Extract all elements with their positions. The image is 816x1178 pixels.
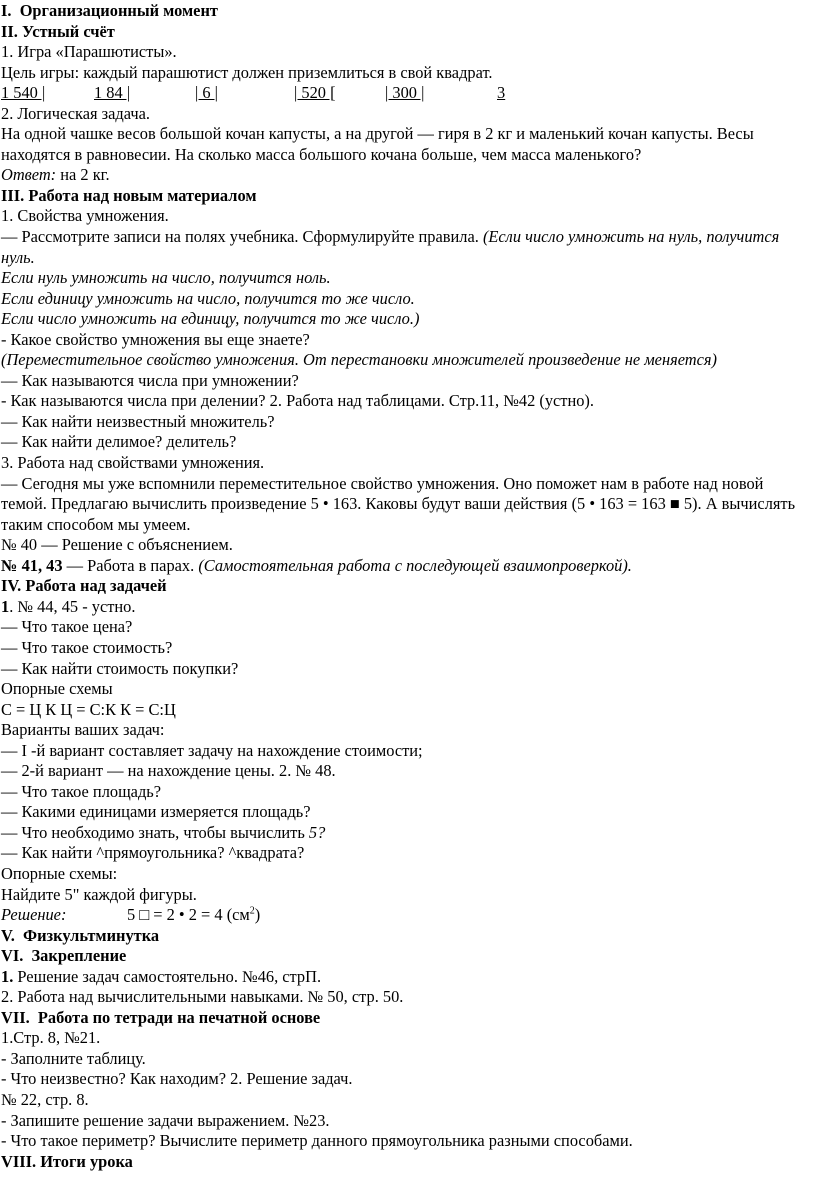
consolidation-1: [1, 967, 806, 988]
properties-rule-1: (Если число умножить на нуль, получится нуль.: [1, 227, 780, 267]
section-1-heading: [1, 1, 806, 22]
work-title: 3. Работа над свойствами умножения.: [1, 453, 265, 473]
schemes-label-2: Опорные схемы:: [1, 863, 118, 883]
section-8-heading: [1, 1152, 806, 1173]
consolidation-text: Решение задач самостоятельно. №46, стрП.: [13, 966, 322, 986]
properties-question-4: - Как называются числа при делении? 2. Работа над таблицами. Стр.11, №42 (устно).: [1, 391, 594, 411]
answer-label: Ответ:: [1, 165, 57, 185]
area-question-1: — Что такое площадь?: [1, 781, 162, 801]
task-text: . № 44, 45 - устно.: [9, 596, 136, 616]
section-number: IV.: [1, 576, 22, 596]
section-number: I.: [1, 1, 12, 20]
properties-title: 1. Свойства умножения.: [1, 206, 169, 226]
section-7-heading: [1, 1008, 806, 1029]
section-title: Закрепление: [31, 946, 127, 966]
area-question-3: [1, 823, 806, 844]
logic-title: 2. Логическая задача.: [1, 103, 150, 123]
section-title: Устный счёт: [21, 21, 115, 41]
game-goal: Цель игры: каждый парашютист должен приземлиться в свой квадрат.: [1, 62, 493, 82]
section-number: VII.: [1, 1007, 30, 1027]
formulas: С = Ц К Ц = С:К К = С:Ц: [1, 699, 176, 719]
section-number: V.: [1, 925, 15, 945]
task-number: 1: [1, 596, 10, 616]
workbook-2: - Заполните таблицу.: [1, 1048, 146, 1068]
properties-question-2: - Какое свойство умножения вы еще знаете?: [1, 329, 310, 349]
section-title: Организационный момент: [19, 1, 218, 20]
exercise-40: № 40 — Решение с объяснением.: [1, 535, 233, 555]
variants-label: Варианты ваших задач:: [1, 720, 165, 740]
solution-close: ): [254, 905, 261, 925]
task-question-2: — Что такое стоимость?: [1, 637, 173, 657]
section-title: Работа над новым материалом: [28, 185, 257, 205]
game-numbers-row: [1, 83, 806, 104]
section-number: VIII.: [1, 1151, 37, 1171]
work-text: — Сегодня мы уже вспомнили переместительное свойство умножения. Оно поможет нам в работе над новой темой. Предлагаю вычислить произведение 5 • 163. Каковы будут ваши действия (5 • 163 = 163 ■ 5). А вычислять таким способом мы умеем.: [1, 473, 796, 534]
schemes-label: Опорные схемы: [1, 679, 113, 699]
answer: [1, 165, 806, 186]
find-area: Найдите 5" каждой фигуры.: [1, 884, 197, 904]
task-question-1: — Что такое цена?: [1, 617, 133, 637]
answer-value: на 2 кг.: [56, 165, 110, 185]
section-number: VI.: [1, 946, 24, 966]
variant-2: — 2-й вариант — на нахождение цены. 2. № 48.: [1, 761, 336, 781]
area-question-3-text: — Что необходимо знать, чтобы вычислить: [1, 822, 305, 842]
area-question-4: — Как найти ^прямоугольника? ^квадрата?: [1, 843, 305, 863]
section-title: Работа над задачей: [25, 576, 167, 596]
solution: [1, 905, 806, 926]
section-6-heading: [1, 946, 806, 967]
workbook-5: - Запишите решение задачи выражением. №23.: [1, 1110, 330, 1130]
area-question-2: — Какими единицами измеряется площадь?: [1, 802, 311, 822]
game-number-4: | 520 [: [294, 83, 336, 103]
section-title: Работа по тетради на печатной основе: [37, 1007, 321, 1027]
section-number: III.: [1, 185, 25, 205]
logic-text: На одной чашке весов большой кочан капусты, а на другой — гиря в 2 кг и маленький кочан капусты. Весы находятся в равновесии. На сколько масса большого кочана больше, чем масса маленького?: [1, 124, 754, 164]
section-4-heading: [1, 576, 806, 597]
area-question-3-symbol: 5?: [304, 822, 326, 842]
section-number: II.: [1, 21, 18, 41]
exercise-number: № 41, 43: [1, 555, 63, 575]
game-number-3: | 6 |: [195, 83, 218, 103]
properties-question-text: — Рассмотрите записи на полях учебника. Сформулируйте правила.: [1, 227, 479, 247]
task-1: [1, 597, 806, 618]
properties-answer-2: (Переместительное свойство умножения. От перестановки множителей произведение не меняется): [1, 350, 717, 370]
properties-question-6: — Как найти делимое? делитель?: [1, 432, 237, 452]
exercise-note: (Самостоятельная работа с последующей взаимопроверкой).: [194, 555, 632, 575]
exercise-text: — Работа в парах.: [62, 555, 195, 575]
game-number-5: | 300 |: [385, 83, 425, 103]
solution-expression: 5 □ = 2 • 2 = 4 (см: [127, 905, 250, 925]
game-number-6: 3: [497, 83, 506, 103]
properties-question: [1, 227, 806, 268]
exercise-41-43: [1, 556, 806, 577]
game-number-1: 1 540 |: [1, 83, 46, 103]
workbook-4: № 22, стр. 8.: [1, 1089, 89, 1109]
solution-superscript: 2: [249, 905, 255, 917]
section-3-heading: [1, 186, 806, 207]
game-number-2: 1 84 |: [94, 83, 131, 103]
consolidation-number: 1.: [1, 966, 14, 986]
section-title: Физкультминутка: [23, 925, 160, 945]
task-question-3: — Как найти стоимость покупки?: [1, 658, 239, 678]
solution-label: Решение:: [1, 905, 67, 925]
properties-question-3: — Как называются числа при умножении?: [1, 370, 299, 390]
workbook-1: 1.Стр. 8, №21.: [1, 1028, 101, 1048]
workbook-6: - Что такое периметр? Вычислите периметр данного прямоугольника разными способами.: [1, 1131, 633, 1151]
section-title: Итоги урока: [40, 1151, 133, 1171]
properties-rule-4: Если число умножить на единицу, получится то же число.): [1, 309, 420, 329]
workbook-3: - Что неизвестно? Как находим? 2. Решение задач.: [1, 1069, 353, 1089]
consolidation-2: 2. Работа над вычислительными навыками. № 50, стр. 50.: [1, 987, 404, 1007]
properties-rule-3: Если единицу умножить на число, получится то же число.: [1, 288, 415, 308]
properties-question-5: — Как найти неизвестный множитель?: [1, 411, 275, 431]
properties-rule-2: Если нуль умножить на число, получится ноль.: [1, 268, 331, 288]
section-2-heading: [1, 22, 806, 43]
section-5-heading: [1, 926, 806, 947]
game-title: 1. Игра «Парашютисты».: [1, 42, 177, 62]
variant-1: — I -й вариант составляет задачу на нахождение стоимости;: [1, 740, 423, 760]
